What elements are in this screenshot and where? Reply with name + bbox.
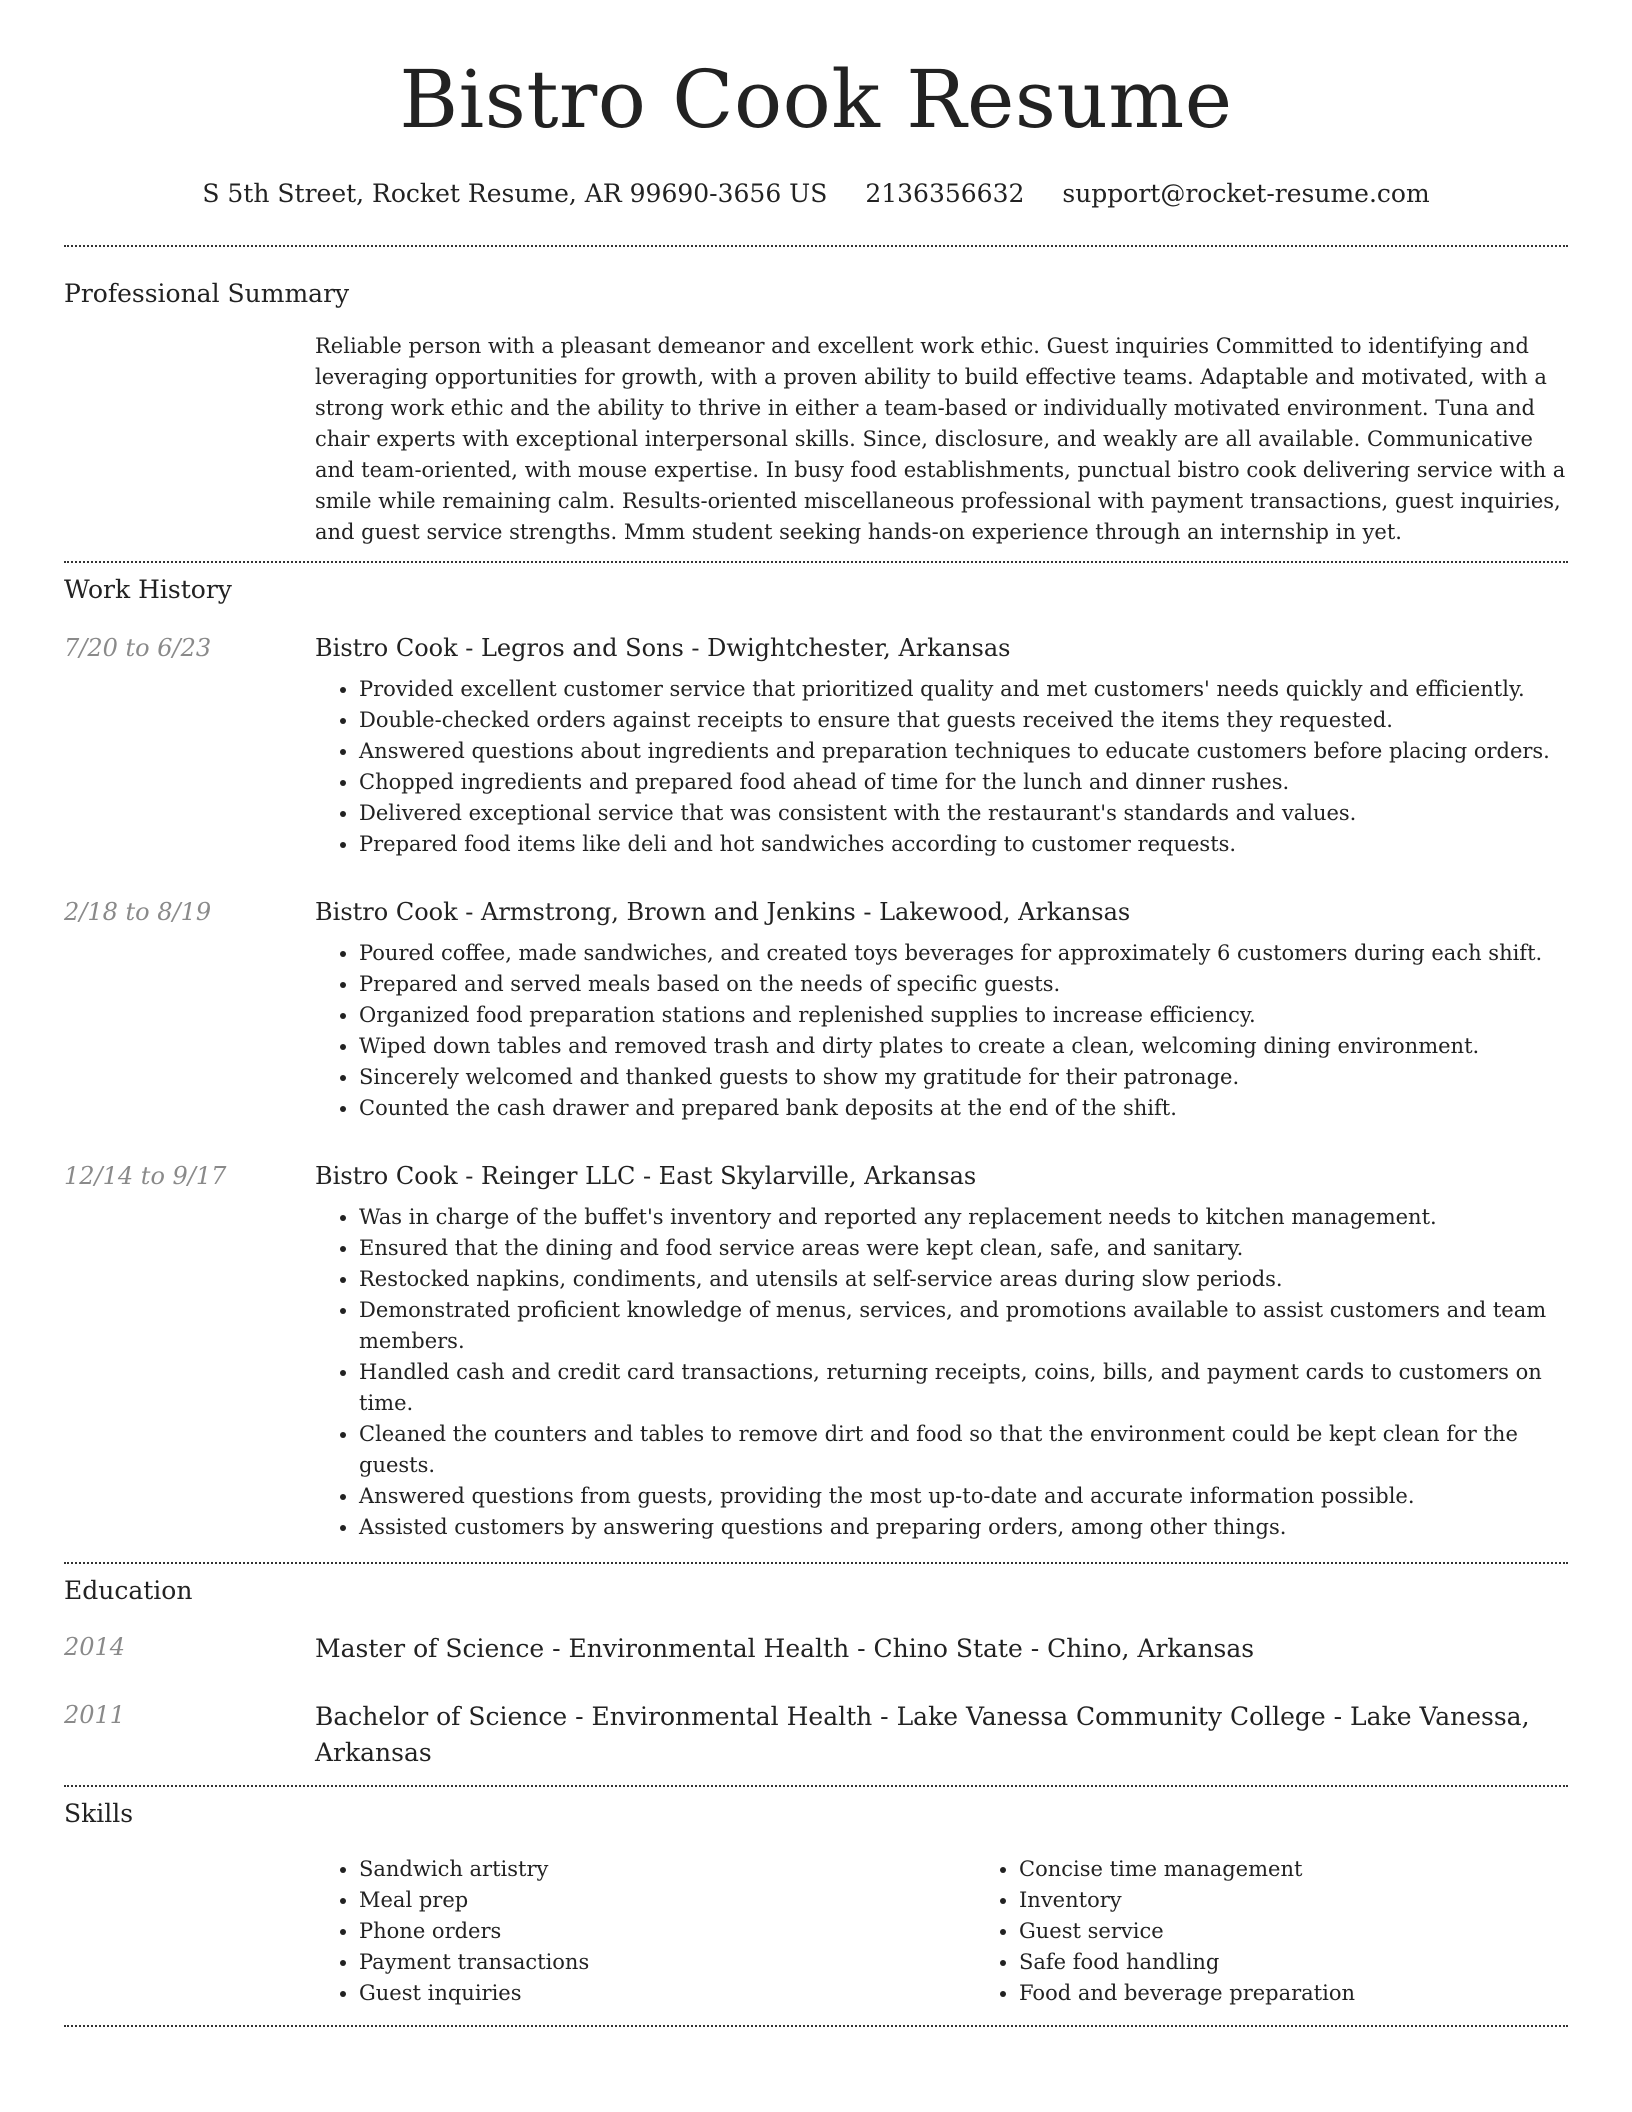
section-title-summary: Professional Summary <box>64 279 350 308</box>
job-title: Bistro Cook - Legros and Sons - Dwightchester, Arkansas <box>315 634 1011 662</box>
page-title: Bistro Cook Resume <box>399 53 1233 146</box>
list-item: • Chopped ingredients and prepared food ahead of time for the lunch and dinner rushes. <box>359 767 1568 798</box>
job-entry <box>64 896 1568 1124</box>
job-title: Bistro Cook - Armstrong, Brown and Jenkins - Lakewood, Arkansas <box>315 898 1131 926</box>
education-entry <box>64 1631 1568 1667</box>
summary-text: Reliable person with a pleasant demeanor and excellent work ethic. Guest inquiries Committed to identifying and leveraging opportunities for growth, with a proven ability to build effective teams. Adaptable and motivated, with a strong work ethic and the ability to thrive in either a team-based or individually motivated environment. Tuna and chair experts with exceptional interpersonal skills. Since, disclosure, and weakly are all available. Communicative and team-oriented, with mouse expertise. In busy food establishments, punctual bistro cook delivering service with a smile while remaining calm. Results-oriented miscellaneous professional with payment transactions, guest inquiries, and guest service strengths. Mmm student seeking hands-on experience through an internship in yet. <box>315 334 1566 544</box>
list-item: • Demonstrated proficient knowledge of menus, services, and promotions available to assist customers and team members. <box>359 1295 1568 1357</box>
list-item: • Inventory <box>1019 1885 1632 1916</box>
list-item: • Provided excellent customer service that prioritized quality and met customers' needs quickly and efficiently. <box>359 674 1568 705</box>
skills-section <box>64 1787 1568 2009</box>
list-item: • Cleaned the counters and tables to remove dirt and food so that the environment could be kept clean for the guests. <box>359 1419 1568 1481</box>
education-year: 2014 <box>64 1633 126 1661</box>
job-bullets <box>315 938 1568 1124</box>
contact-line <box>64 178 1568 210</box>
list-item: • Payment transactions <box>359 1947 975 1978</box>
list-item: • Concise time management <box>1019 1854 1632 1885</box>
job-dates: 12/14 to 9/17 <box>64 1162 227 1190</box>
list-item: • Prepared food items like deli and hot sandwiches according to customer requests. <box>359 829 1568 860</box>
list-item: • Guest service <box>1019 1916 1632 1947</box>
job-dates: 7/20 to 6/23 <box>64 634 212 662</box>
list-item: • Ensured that the dining and food service areas were kept clean, safe, and sanitary. <box>359 1233 1568 1264</box>
list-item: • Organized food preparation stations and replenished supplies to increase efficiency. <box>359 1000 1568 1031</box>
list-item: • Answered questions from guests, providing the most up-to-date and accurate information possible. <box>359 1481 1568 1512</box>
contact-phone: 2136356632 <box>865 179 1025 208</box>
list-item: • Double-checked orders against receipts to ensure that guests received the items they requested. <box>359 705 1568 736</box>
education-title: Master of Science - Environmental Health - Chino State - Chino, Arkansas <box>315 1634 1255 1663</box>
list-item: • Food and beverage preparation <box>1019 1978 1632 2009</box>
section-title-education: Education <box>64 1576 193 1605</box>
list-item: • Restocked napkins, condiments, and utensils at self-service areas during slow periods. <box>359 1264 1568 1295</box>
job-dates: 2/18 to 8/19 <box>64 898 212 926</box>
list-item: • Meal prep <box>359 1885 975 1916</box>
list-item: • Wiped down tables and removed trash and dirty plates to create a clean, welcoming dining environment. <box>359 1031 1568 1062</box>
list-item: • Counted the cash drawer and prepared bank deposits at the end of the shift. <box>359 1093 1568 1124</box>
list-item: • Answered questions about ingredients and preparation techniques to educate customers before placing orders. <box>359 736 1568 767</box>
list-item: • Safe food handling <box>1019 1947 1632 1978</box>
list-item: • Prepared and served meals based on the needs of specific guests. <box>359 969 1568 1000</box>
list-item: • Delivered exceptional service that was consistent with the restaurant's standards and values. <box>359 798 1568 829</box>
job-bullets <box>315 674 1568 860</box>
job-entry <box>64 1160 1568 1543</box>
list-item: • Sincerely welcomed and thanked guests to show my gratitude for their patronage. <box>359 1062 1568 1093</box>
education-year: 2011 <box>64 1701 126 1729</box>
job-bullets <box>315 1202 1568 1543</box>
divider <box>64 2025 1568 2027</box>
skills-column-right <box>975 1854 1632 2009</box>
list-item: • Sandwich artistry <box>359 1854 975 1885</box>
skills-list <box>315 1854 1632 2009</box>
skills-column-left <box>315 1854 975 2009</box>
list-item: • Assisted customers by answering questions and preparing orders, among other things. <box>359 1512 1568 1543</box>
resume-header <box>64 0 1568 210</box>
list-item: • Guest inquiries <box>359 1978 975 2009</box>
summary-section <box>64 247 1568 548</box>
education-entry <box>64 1699 1568 1771</box>
contact-address: S 5th Street, Rocket Resume, AR 99690-3656 US <box>202 179 828 208</box>
section-title-skills: Skills <box>64 1799 134 1828</box>
education-title: Bachelor of Science - Environmental Health - Lake Vanessa Community College - Lake Vanessa, Arkansas <box>315 1702 1530 1767</box>
job-entry <box>64 632 1568 860</box>
list-item: • Poured coffee, made sandwiches, and created toys beverages for approximately 6 customers during each shift. <box>359 938 1568 969</box>
contact-email: support@rocket-resume.com <box>1062 179 1430 208</box>
list-item: • Was in charge of the buffet's inventory and reported any replacement needs to kitchen management. <box>359 1202 1568 1233</box>
list-item: • Handled cash and credit card transactions, returning receipts, coins, bills, and payment cards to customers on time. <box>359 1357 1568 1419</box>
job-title: Bistro Cook - Reinger LLC - East Skylarville, Arkansas <box>315 1162 977 1190</box>
list-item: • Phone orders <box>359 1916 975 1947</box>
work-history-section <box>64 563 1568 1543</box>
section-title-work-history: Work History <box>64 575 232 604</box>
education-section <box>64 1564 1568 1771</box>
